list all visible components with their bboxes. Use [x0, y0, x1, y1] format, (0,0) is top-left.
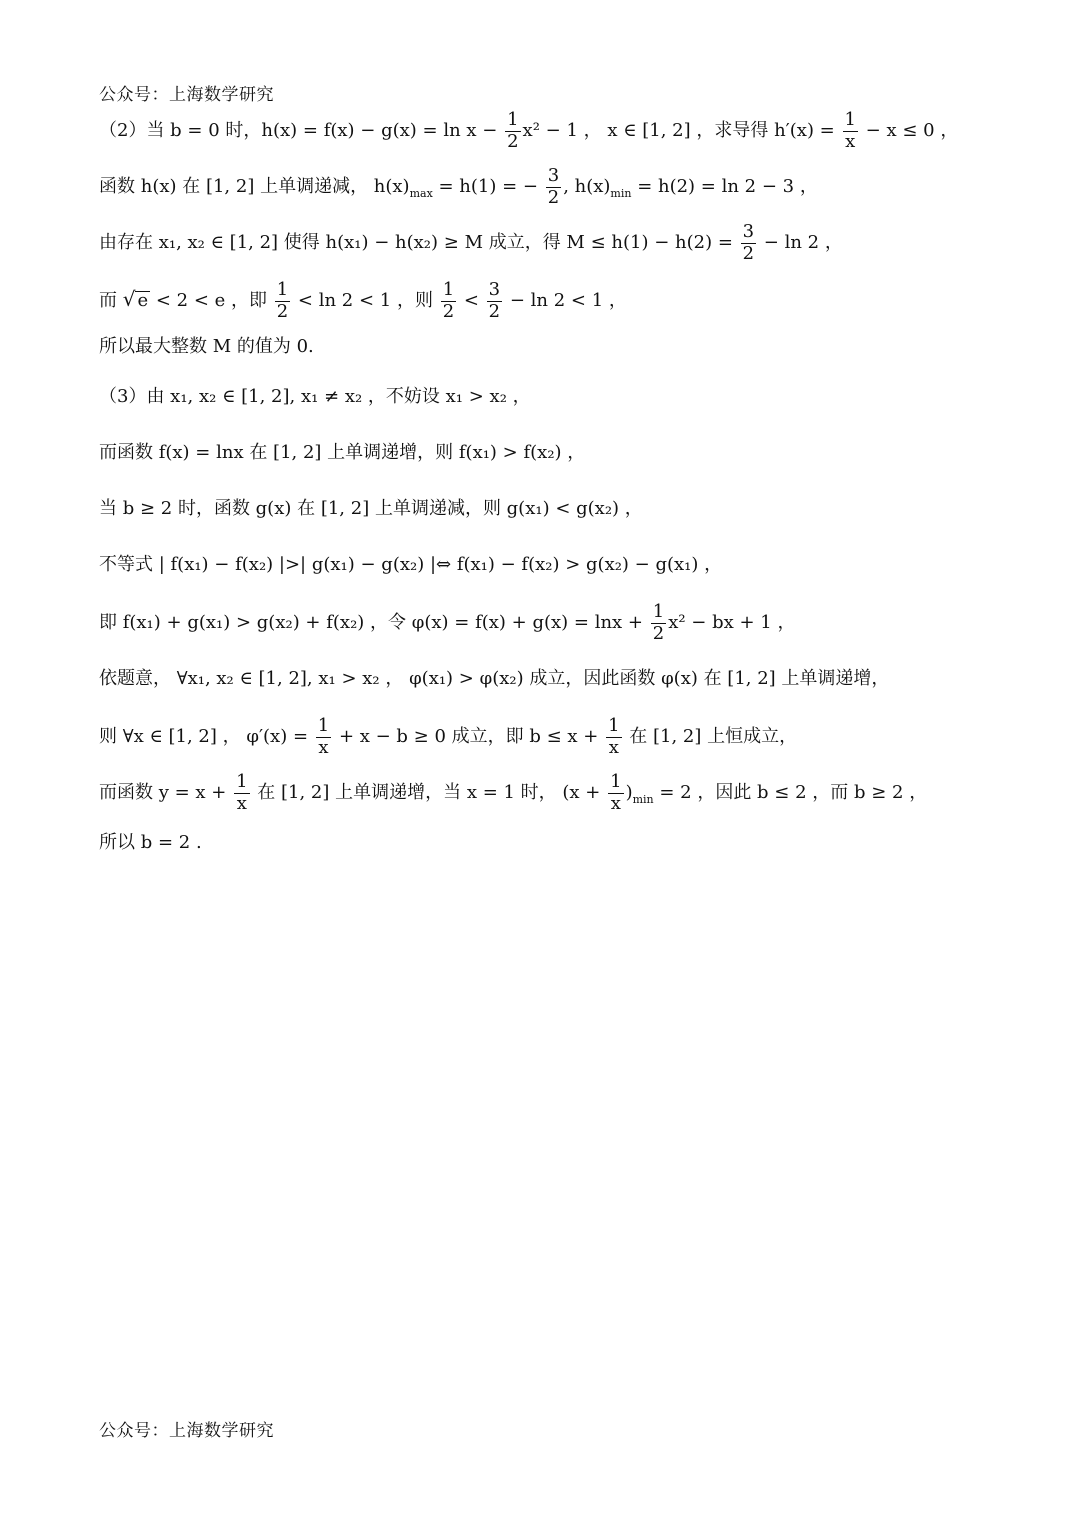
text: x² − 1 ， x ∈ [1, 2] ，求导得 h′(x) =	[522, 120, 841, 142]
sqrt-radicand: e	[137, 290, 149, 312]
line-3: 由存在 x₁, x₂ ∈ [1, 2] 使得 h(x₁) − h(x₂) ≥ M 成立，得 M ≤ h(1) − h(2) = $\frac{3}{2}$ − ln 2 ，	[99, 221, 843, 264]
fraction: $\frac{1}{x}$	[236, 771, 248, 814]
page-header: 公众号：上海数学研究	[99, 85, 274, 105]
fraction: $\frac{3}{2}$	[547, 165, 560, 208]
line-13: 而函数 y = x + $\frac{1}{x}$ 在 [1, 2] 上单调递增，当 x = 1 时， (x + $\frac{1}{x}$ )$_{min} = 2$ ，因此 b ≤ 2 ，而 b ≥ 2 ，	[99, 771, 928, 814]
text: − x ≤ 0 ，	[859, 120, 959, 142]
fraction: $\frac{3}{2}$	[742, 221, 755, 264]
line-5: 所以最大整数 M 的值为 0.	[99, 336, 314, 357]
fraction: $\frac{1}{x}$	[608, 715, 620, 758]
line-8: 当 b ≥ 2 时，函数 g(x) 在 [1, 2] 上单调递减，则 g(x₁) < g(x₂) ，	[99, 498, 643, 519]
fraction: $\frac{1}{2}$	[442, 279, 455, 322]
line-1	[99, 110, 1040, 152]
fraction: $\frac{1}{2}$	[276, 279, 289, 322]
line-9: 不等式 | f(x₁) − f(x₂) |>| g(x₁) − g(x₂) |⇔ f(x₁) − f(x₂) > g(x₂) − g(x₁) ，	[99, 554, 723, 575]
page-footer: 公众号：上海数学研究	[99, 1421, 274, 1441]
fraction: $\frac{1}{2}$	[652, 601, 665, 644]
text: （2）当 b = 0 时，h(x) = f(x) − g(x) = ln x −	[99, 120, 504, 142]
line-14: 所以 b = 2 .	[99, 832, 202, 853]
fraction: $\frac{1}{2}$	[507, 109, 519, 152]
line-6: （3）由 x₁, x₂ ∈ [1, 2], x₁ ≠ x₂ ，不妨设 x₁ > x₂ ，	[99, 386, 531, 407]
line-11: 依题意， ∀x₁, x₂ ∈ [1, 2], x₁ > x₂ ， φ(x₁) > φ(x₂) 成立，因此函数 φ(x) 在 [1, 2] 上单调递增，	[99, 668, 890, 689]
fraction: $\frac{1}{x}$	[317, 715, 330, 758]
line-4: 而 √ e < 2 < e ，即 $\frac{1}{2}$ < ln 2 < 1 ，则 $\frac{1}{2}$ < $\frac{3}{2}$ − ln 2 < 1 ，	[99, 279, 627, 322]
line-2: 函数 h(x) 在 [1, 2] 上单调递减， $h(x)_{max} = h(1)$ = − $\frac{3}{2}$ , $h(x)_{min} = h(2) = \ln 2 - 3$ ，	[99, 165, 818, 208]
fraction: $\frac{3}{2}$	[488, 279, 501, 322]
fraction: $\frac{1}{x}$	[844, 109, 856, 152]
line-10: 即 f(x₁) + g(x₁) > g(x₂) + f(x₂) ，令 φ(x) = f(x) + g(x) = lnx + $\frac{1}{2}$ x² − bx + 1 ，	[99, 601, 796, 644]
fraction: $\frac{1}{x}$	[610, 771, 622, 814]
line-12: 则 ∀x ∈ [1, 2] ， φ′(x) = $\frac{1}{x}$ + x − b ≥ 0 成立，即 b ≤ x + $\frac{1}{x}$ 在 [1, 2] 上恒成立，	[99, 715, 798, 758]
line-7: 而函数 f(x) = lnx 在 [1, 2] 上单调递增，则 f(x₁) > f(x₂) ，	[99, 442, 586, 463]
